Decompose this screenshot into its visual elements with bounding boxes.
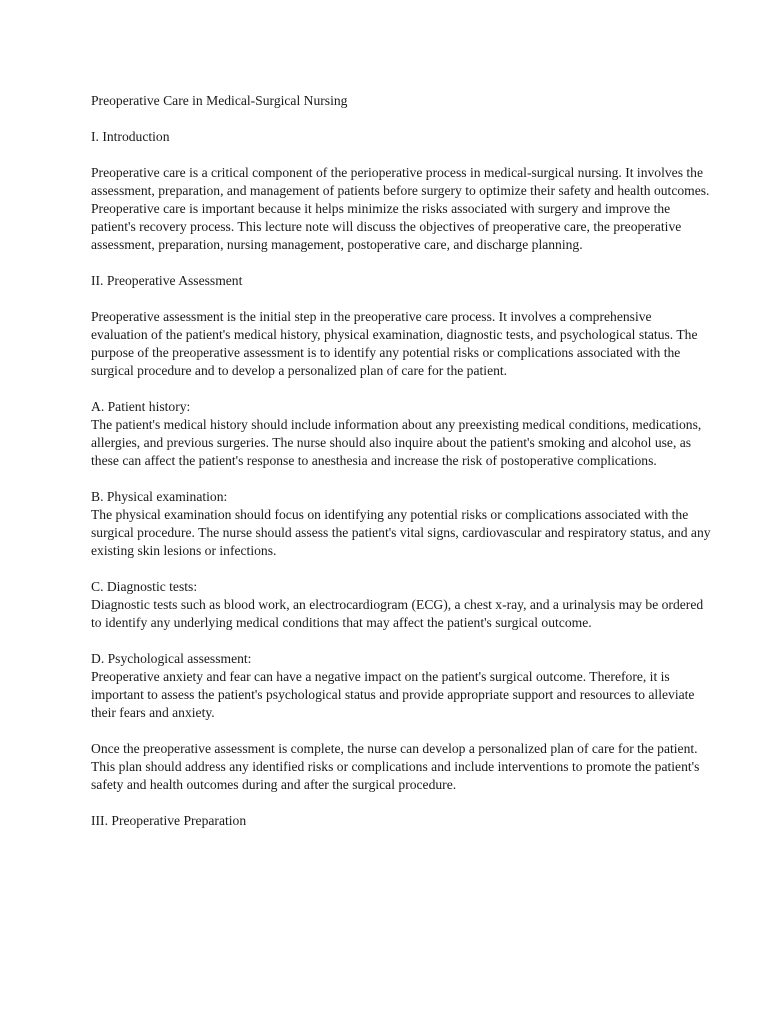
paragraph-introduction: Preoperative care is a critical component of the perioperative process in medical-surgical nursing. It involves the assessment, preparation, and management of patients before surgery to optimize their safety and health outcomes. Preoperative care is important because it helps minimize the risks associated with surgery and improve the patient's recovery process. This lecture note will discuss the objectives of preoperative care, the preoperative assessment, preparation, nursing management, postoperative care, and discharge planning. xyxy=(91,165,710,252)
subsection-heading-psychological-assessment: D. Psychological assessment: xyxy=(91,651,252,666)
document-body xyxy=(91,92,711,848)
paragraph-psychological-assessment: Preoperative anxiety and fear can have a negative impact on the patient's surgical outcome. Therefore, it is important to assess the patient's psychological status and provide appropriate support and resources to alleviate their fears and anxiety. xyxy=(91,669,695,720)
paragraph-physical-examination: The physical examination should focus on identifying any potential risks or complications associated with the surgical procedure. The nurse should assess the patient's vital signs, cardiovascular and respiratory status, and any existing skin lesions or infections. xyxy=(91,507,711,558)
paragraph-assessment-intro: Preoperative assessment is the initial step in the preoperative care process. It involves a comprehensive evaluation of the patient's medical history, physical examination, diagnostic tests, and psychological status. The purpose of the preoperative assessment is to identify any potential risks or complications associated with the surgical procedure and to develop a personalized plan of care for the patient. xyxy=(91,309,698,378)
subsection-heading-physical-examination: B. Physical examination: xyxy=(91,489,228,504)
subsection-heading-diagnostic-tests: C. Diagnostic tests: xyxy=(91,579,198,594)
subsection-heading-patient-history: A. Patient history: xyxy=(91,399,191,414)
section-heading-preoperative-assessment: II. Preoperative Assessment xyxy=(91,273,243,288)
paragraph-patient-history: The patient's medical history should include information about any preexisting medical conditions, medications, allergies, and previous surgeries. The nurse should also inquire about the patient's smoking and alcohol use, as these can affect the patient's response to anesthesia and increase the risk of postoperative complications. xyxy=(91,417,702,468)
document-title: Preoperative Care in Medical-Surgical Nursing xyxy=(91,93,348,108)
section-heading-introduction: I. Introduction xyxy=(91,129,170,144)
section-heading-preoperative-preparation: III. Preoperative Preparation xyxy=(91,813,247,828)
paragraph-diagnostic-tests: Diagnostic tests such as blood work, an electrocardiogram (ECG), a chest x-ray, and a urinalysis may be ordered to identify any underlying medical conditions that may affect the patient's surgical outcome. xyxy=(91,597,704,630)
paragraph-assessment-conclusion: Once the preoperative assessment is complete, the nurse can develop a personalized plan of care for the patient. This plan should address any identified risks or complications and include interventions to promote the patient's safety and health outcomes during and after the surgical procedure. xyxy=(91,741,700,792)
